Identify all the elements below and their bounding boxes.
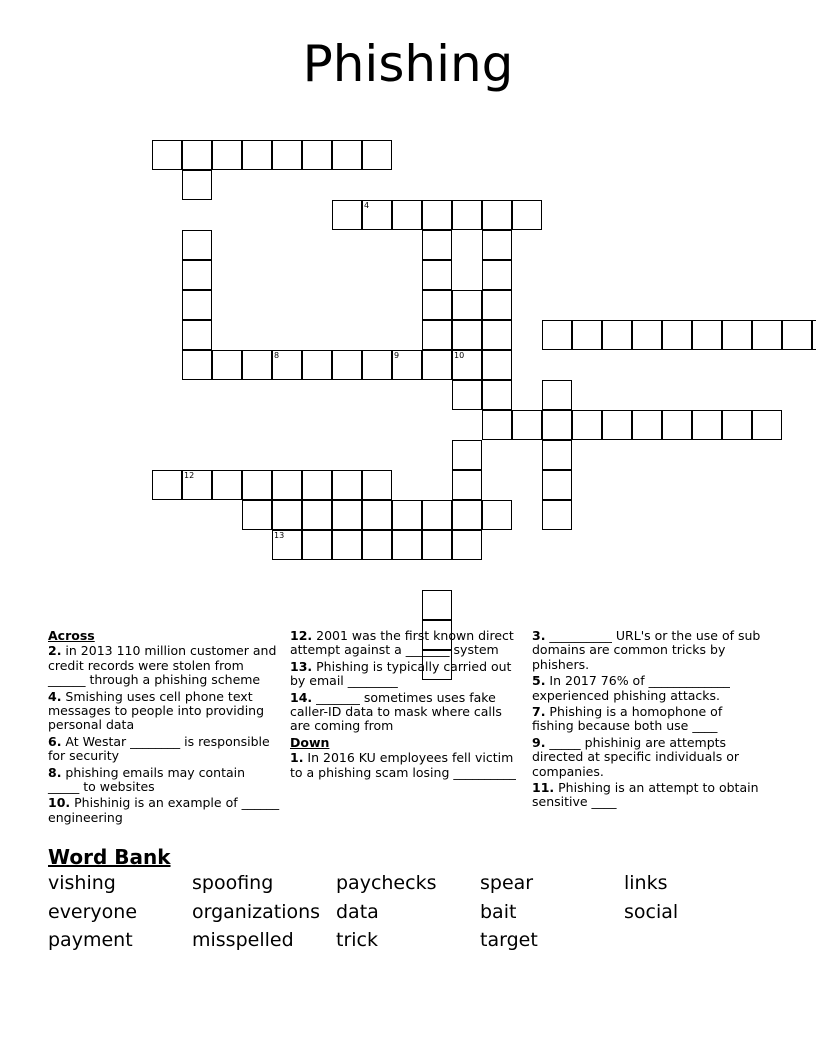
clue-num: 7.: [532, 704, 546, 720]
grid-cell[interactable]: [572, 320, 602, 350]
clue-num: 1.: [290, 750, 304, 766]
grid-cell[interactable]: [452, 200, 482, 230]
grid-cell[interactable]: [452, 380, 482, 410]
clue-item: [532, 629, 764, 672]
word-bank-word: social: [624, 900, 679, 923]
clue-text: Phishinig is an example of ______ engineering: [48, 795, 280, 825]
grid-cell[interactable]: [482, 500, 512, 530]
grid-cell[interactable]: [212, 350, 242, 380]
grid-cell[interactable]: [632, 410, 662, 440]
word-bank-word: bait: [480, 900, 517, 923]
clue-text: Phishing is typically carried out by email ________: [290, 658, 512, 689]
grid-cell[interactable]: [362, 350, 392, 380]
clue-item: [290, 629, 522, 658]
grid-cell[interactable]: [182, 140, 212, 170]
clue-item: [290, 691, 522, 734]
grid-cell[interactable]: [542, 500, 572, 530]
grid-cell[interactable]: [422, 500, 452, 530]
grid-cell[interactable]: [362, 140, 392, 170]
grid-cell[interactable]: [182, 230, 212, 260]
grid-cell[interactable]: [602, 320, 632, 350]
grid-cell[interactable]: [542, 440, 572, 470]
grid-cell[interactable]: [392, 350, 422, 380]
clue-number: 8: [274, 351, 280, 360]
grid-cell[interactable]: [542, 470, 572, 500]
grid-cell[interactable]: [452, 440, 482, 470]
grid-cell[interactable]: [272, 500, 302, 530]
grid-cell[interactable]: [422, 590, 452, 620]
word-bank-word: misspelled: [192, 929, 294, 952]
grid-cell[interactable]: [392, 200, 422, 230]
grid-cell[interactable]: [242, 140, 272, 170]
clue-num: 10.: [48, 795, 71, 811]
clue-item: [48, 690, 280, 733]
grid-cell[interactable]: [362, 500, 392, 530]
grid-cell[interactable]: [332, 350, 362, 380]
grid-cell[interactable]: [302, 530, 332, 560]
grid-cell[interactable]: [422, 230, 452, 260]
clue-text: _____ phishinig are attempts directed at specific individuals or companies.: [532, 734, 740, 779]
grid-cell[interactable]: [482, 380, 512, 410]
word-bank-word: spoofing: [192, 872, 274, 894]
grid-cell[interactable]: [422, 290, 452, 320]
grid-cell[interactable]: [182, 350, 212, 380]
clue-item: [290, 660, 522, 689]
clue-text: In 2017 76% of _____________ experienced phishing attacks.: [532, 673, 730, 703]
clue-num: 5.: [532, 673, 546, 689]
clue-num: 3.: [532, 628, 546, 643]
grid-cell[interactable]: [422, 530, 452, 560]
grid-cell[interactable]: [482, 320, 512, 350]
grid-cell[interactable]: [362, 530, 392, 560]
clue-text: _______ sometimes uses fake caller-ID data to mask where calls are coming from: [290, 689, 502, 734]
grid-cell[interactable]: [512, 200, 542, 230]
word-bank-word: paychecks: [336, 872, 437, 894]
grid-cell[interactable]: [152, 140, 182, 170]
grid-cell[interactable]: [392, 500, 422, 530]
grid-cell[interactable]: [212, 140, 242, 170]
down-heading: Down: [290, 734, 330, 750]
grid-cell[interactable]: [422, 350, 452, 380]
clue-number: 12: [184, 471, 195, 480]
clue-num: 2.: [48, 643, 62, 659]
grid-cell[interactable]: [332, 470, 362, 500]
grid-cell[interactable]: [182, 470, 212, 500]
grid-cell[interactable]: [362, 470, 392, 500]
clue-num: 11.: [532, 780, 555, 796]
clue-item: [532, 781, 764, 810]
grid-cell[interactable]: [452, 500, 482, 530]
grid-cell[interactable]: [452, 290, 482, 320]
grid-cell[interactable]: [752, 410, 782, 440]
clue-column-1: [48, 629, 280, 827]
clue-num: 4.: [48, 688, 62, 704]
word-bank-word: spear: [480, 872, 534, 894]
grid-cell[interactable]: [662, 410, 692, 440]
grid-cell[interactable]: [452, 320, 482, 350]
word-bank-word: links: [624, 872, 668, 894]
clue-text: At Westar ________ is responsible for security: [48, 733, 270, 764]
clue-text: Phishing is a homophone of fishing because both use ____: [532, 704, 723, 734]
clue-number: 9: [394, 351, 400, 360]
clue-text: 2001 was the first known direct attempt against a _______ system: [290, 628, 514, 658]
grid-cell[interactable]: [242, 350, 272, 380]
clue-number: 10: [454, 351, 465, 360]
grid-cell[interactable]: [272, 470, 302, 500]
grid-cell[interactable]: [782, 320, 812, 350]
clue-num: 6.: [48, 733, 62, 749]
clue-text: phishing emails may contain _____ to websites: [48, 764, 246, 795]
grid-cell[interactable]: [212, 470, 242, 500]
clue-num: 13.: [290, 658, 313, 674]
clue-item: [48, 644, 280, 687]
grid-cell[interactable]: [482, 200, 512, 230]
grid-cell[interactable]: [422, 200, 452, 230]
word-bank: [48, 872, 768, 958]
clue-item: [532, 705, 764, 734]
grid-cell[interactable]: [452, 530, 482, 560]
grid-cell[interactable]: [182, 260, 212, 290]
clue-num: 8.: [48, 764, 62, 780]
clue-num: 9.: [532, 734, 546, 750]
grid-cell[interactable]: [542, 410, 572, 440]
clue-column-2: [290, 629, 522, 782]
grid-cell[interactable]: [152, 470, 182, 500]
puzzle-title: Phishing: [302, 35, 514, 93]
word-bank-word: target: [480, 929, 538, 952]
grid-cell[interactable]: [632, 320, 662, 350]
clue-item: [290, 751, 522, 780]
across-heading: Across: [48, 628, 95, 643]
grid-cell[interactable]: [452, 470, 482, 500]
grid-cell[interactable]: [572, 410, 602, 440]
word-bank-word: trick: [336, 929, 378, 952]
grid-cell[interactable]: [332, 500, 362, 530]
grid-cell[interactable]: [302, 470, 332, 500]
grid-cell[interactable]: [182, 290, 212, 320]
grid-cell[interactable]: [302, 350, 332, 380]
grid-cell[interactable]: [272, 350, 302, 380]
clue-item: [48, 735, 280, 764]
grid-cell[interactable]: [182, 320, 212, 350]
grid-cell[interactable]: [542, 380, 572, 410]
word-bank-word: payment: [48, 929, 133, 952]
grid-cell[interactable]: [482, 410, 512, 440]
grid-cell[interactable]: [752, 320, 782, 350]
grid-cell[interactable]: [542, 320, 572, 350]
grid-cell[interactable]: [482, 260, 512, 290]
grid-cell[interactable]: [422, 320, 452, 350]
grid-cell[interactable]: [302, 500, 332, 530]
word-bank-title: Word Bank: [48, 845, 171, 869]
grid-cell[interactable]: [602, 410, 632, 440]
word-bank-word: vishing: [48, 872, 116, 894]
grid-cell[interactable]: [332, 140, 362, 170]
clue-number: 4: [364, 201, 370, 210]
clue-item: [48, 766, 280, 795]
clue-text: __________ URL's or the use of sub domains are common tricks by phishers.: [532, 628, 761, 672]
grid-cell[interactable]: [332, 530, 362, 560]
grid-cell[interactable]: [392, 530, 422, 560]
grid-cell[interactable]: [812, 320, 816, 350]
clue-text: In 2016 KU employees fell victim to a phishing scam losing __________: [290, 750, 516, 780]
clue-text: Phishing is an attempt to obtain sensitive ____: [532, 780, 759, 810]
word-bank-word: everyone: [48, 900, 138, 923]
grid-cell[interactable]: [452, 350, 482, 380]
grid-cell[interactable]: [362, 200, 392, 230]
clue-item: [48, 796, 280, 825]
grid-cell[interactable]: [272, 530, 302, 560]
grid-cell[interactable]: [302, 140, 332, 170]
clue-num: 14.: [290, 689, 313, 705]
clue-item: [532, 674, 764, 703]
grid-cell[interactable]: [182, 170, 212, 200]
grid-cell[interactable]: [242, 500, 272, 530]
grid-cell[interactable]: [482, 230, 512, 260]
grid-cell[interactable]: [512, 410, 542, 440]
clue-column-3: [532, 629, 764, 812]
grid-cell[interactable]: [692, 320, 722, 350]
grid-cell[interactable]: [482, 350, 512, 380]
grid-cell[interactable]: [692, 410, 722, 440]
clue-number: 13: [274, 531, 285, 540]
clue-text: in 2013 110 million customer and credit records were stolen from ______ through a phishing scheme: [48, 643, 277, 688]
grid-cell[interactable]: [722, 410, 752, 440]
clue-num: 12.: [290, 628, 313, 643]
clue-text: Smishing uses cell phone text messages to people into providing personal data: [48, 688, 265, 733]
word-bank-word: data: [336, 900, 379, 923]
grid-cell[interactable]: [662, 320, 692, 350]
grid-cell[interactable]: [272, 140, 302, 170]
grid-cell[interactable]: [332, 200, 362, 230]
word-bank-word: organizations: [192, 900, 321, 923]
grid-cell[interactable]: [722, 320, 752, 350]
grid-cell[interactable]: [482, 290, 512, 320]
clue-item: [532, 736, 764, 779]
grid-cell[interactable]: [422, 260, 452, 290]
grid-cell[interactable]: [242, 470, 272, 500]
